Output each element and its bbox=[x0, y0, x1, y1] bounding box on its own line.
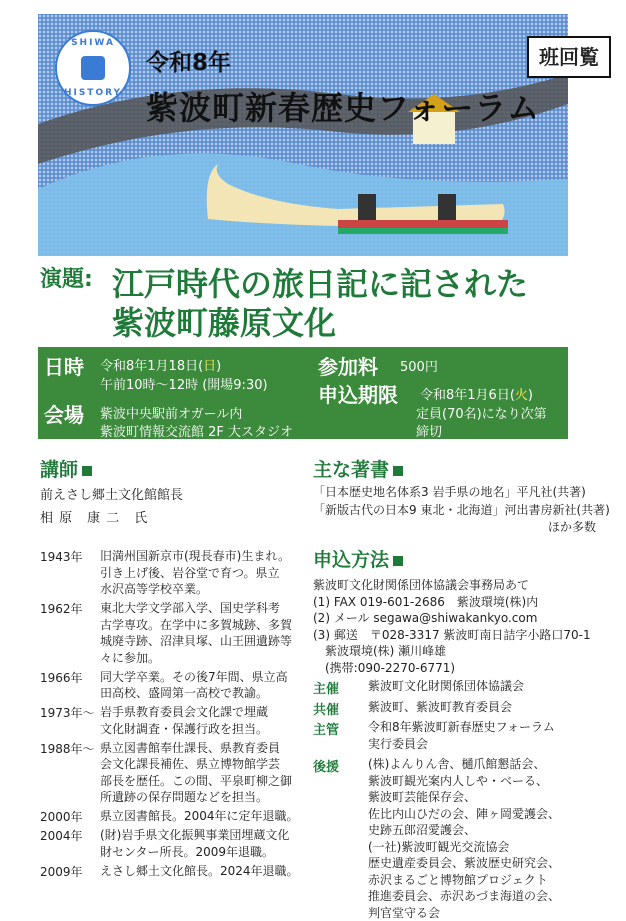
date-line2: 午前10時～12時 (開場9:30) bbox=[100, 374, 268, 393]
organizer-text: 史跡五郎沼愛護会、 bbox=[368, 822, 603, 839]
organizer-text: 佐比内山ひだの会、陣ヶ岡愛護会、 bbox=[368, 806, 603, 823]
bio-year: 1973年～ bbox=[40, 704, 98, 721]
bio-text: 県立図書館奉仕課長、県教育委員 bbox=[100, 740, 305, 757]
organizer-text: 紫波町、紫波町教育委員会 bbox=[368, 699, 603, 716]
bio-text: 会文化課長補佐、県立博物館学芸 bbox=[100, 756, 305, 773]
bio-year: 2004年 bbox=[40, 827, 98, 844]
date-line1: 令和8年1月18日(日) bbox=[100, 355, 221, 374]
lecturer-heading: 講師 bbox=[40, 455, 92, 482]
organizer-text: 令和8年紫波町新春歴史フォーラム bbox=[368, 719, 603, 736]
works-heading: 主な著書 bbox=[313, 455, 403, 482]
lecture-label: 演題: bbox=[40, 262, 93, 293]
works-more: ほか多数 bbox=[548, 519, 596, 536]
date-label: 日時 bbox=[44, 351, 84, 380]
organizer-text: 紫波町文化財関係団体協議会 bbox=[368, 678, 603, 695]
organizer-text: (株)よんりん舎、樋爪館懇話会、 bbox=[368, 756, 603, 773]
lecturer-name: 相 原 康 二 氏 bbox=[40, 507, 148, 526]
forum-title: 紫波町新春歴史フォーラム bbox=[146, 83, 540, 129]
apply-line: 紫波町文化財関係団体協議会事務局あて bbox=[313, 577, 529, 594]
organizer-text: 推進委員会、赤沢あづま海道の会、 bbox=[368, 888, 603, 905]
organizer-text: 赤沢まるごと博物館プロジェクト bbox=[368, 872, 603, 889]
bio-year: 1966年 bbox=[40, 669, 98, 686]
venue-label: 会場 bbox=[44, 399, 84, 428]
apply-line: 紫波環境(株) 瀬川峰雄 bbox=[313, 643, 446, 660]
lecture-title-line1: 江戸時代の旅日記に記された bbox=[112, 259, 528, 305]
event-info-bar bbox=[38, 347, 568, 439]
organizer-text: 実行委員会 bbox=[368, 736, 603, 753]
apply-line: (2) メール segawa@shiwakankyo.com bbox=[313, 610, 537, 627]
bio-year: 1962年 bbox=[40, 600, 98, 617]
logo-emblem-icon bbox=[81, 56, 105, 80]
bio-text: 旧満州国新京市(現長春市)生まれ。 bbox=[100, 548, 305, 565]
venue-line2: 紫波町情報交流館 2F 大スタジオ bbox=[100, 421, 293, 440]
work-item: 「日本歴史地名体系3 岩手県の地名」平凡社(共著) bbox=[313, 484, 586, 501]
bio-text: 財センター所長。2009年退職。 bbox=[100, 844, 305, 861]
bio-year: 2009年 bbox=[40, 863, 98, 880]
apply-line: (携帯:090-2270-6771) bbox=[313, 660, 455, 677]
apply-line: (1) FAX 019-601-2686 紫波環境(株)内 bbox=[313, 594, 538, 611]
apply-heading: 申込方法 bbox=[313, 545, 403, 572]
bio-text: 所遺跡の保存問題などを担当。 bbox=[100, 789, 305, 806]
organizer-text: 紫波町芸能保存会、 bbox=[368, 789, 603, 806]
bio-text: 文化財調査・保護行政を担当。 bbox=[100, 721, 305, 738]
organizer-role: 後援 bbox=[313, 756, 339, 775]
bio-text: 岩手県教育委員会文化課で埋蔵 bbox=[100, 704, 305, 721]
bio-text: 東北大学文学部入学、国史学科考 bbox=[100, 600, 305, 617]
fee-label: 参加料 bbox=[318, 351, 378, 380]
bio-year: 1943年 bbox=[40, 548, 98, 565]
heading-marker-icon bbox=[82, 466, 92, 476]
deadline-label: 申込期限 bbox=[318, 379, 398, 408]
organizer-text: 歴史遺産委員会、紫波歴史研究会、 bbox=[368, 855, 603, 872]
fee-value: 500円 bbox=[400, 356, 438, 375]
shiwa-history-logo bbox=[55, 30, 131, 106]
bio-text: 々に参加。 bbox=[100, 650, 305, 667]
organizer-role: 主催 bbox=[313, 678, 339, 697]
bio-text: 田高校、盛岡第一高校で教諭。 bbox=[100, 685, 305, 702]
logo-text-bottom: HISTORY bbox=[57, 88, 129, 98]
bio-text: 城廃寺跡、沼津貝塚、山王囲遺跡等 bbox=[100, 633, 305, 650]
deadline-line2: 定員(70名)になり次第 bbox=[416, 403, 547, 422]
bio-text: 引き上げ後、岩谷堂で育つ。県立 bbox=[100, 565, 305, 582]
organizer-role: 主管 bbox=[313, 719, 339, 738]
heading-marker-icon bbox=[393, 556, 403, 566]
work-item: 「新版古代の日本9 東北・北海道」河出書房新社(共著) bbox=[313, 502, 610, 519]
bio-text: 同大学卒業。その後7年間、県立高 bbox=[100, 669, 305, 686]
bio-text: (財)岩手県文化振興事業団埋蔵文化 bbox=[100, 827, 305, 844]
circulation-stamp: 班回覧 bbox=[527, 36, 611, 78]
bio-text: 水沢高等学校卒業。 bbox=[100, 581, 305, 598]
bio-text: 部長を歴任。この間、平泉町柳之御 bbox=[100, 773, 305, 790]
heading-marker-icon bbox=[393, 466, 403, 476]
logo-text-top: SHIWA bbox=[57, 38, 129, 48]
apply-line: (3) 郵送 〒028-3317 紫波町南日詰字小路口70-1 bbox=[313, 627, 591, 644]
deadline-line1: 令和8年1月6日(火) bbox=[420, 384, 533, 403]
bio-text: 県立図書館長。2004年に定年退職。 bbox=[100, 808, 305, 825]
event-year: 令和8年 bbox=[146, 44, 231, 77]
bio-year: 1988年～ bbox=[40, 740, 98, 757]
organizer-text: 紫波町観光案内人しや・ベーる、 bbox=[368, 773, 603, 790]
organizer-role: 共催 bbox=[313, 699, 339, 718]
organizer-text: 判官堂守る会 bbox=[368, 905, 603, 921]
organizer-text: (一社)紫波町観光交流協会 bbox=[368, 839, 603, 856]
lecturer-title: 前えさし郷土文化館館長 bbox=[40, 484, 183, 503]
venue-line1: 紫波中央駅前オガール内 bbox=[100, 403, 242, 422]
lecture-title-line2: 紫波町藤原文化 bbox=[112, 298, 336, 344]
bio-year: 2000年 bbox=[40, 808, 98, 825]
deadline-line3: 締切 bbox=[416, 421, 442, 440]
bio-text: えさし郷土文化館長。2024年退職。 bbox=[100, 863, 305, 880]
bio-text: 古学専攻。在学中に多賀城跡、多賀 bbox=[100, 617, 305, 634]
